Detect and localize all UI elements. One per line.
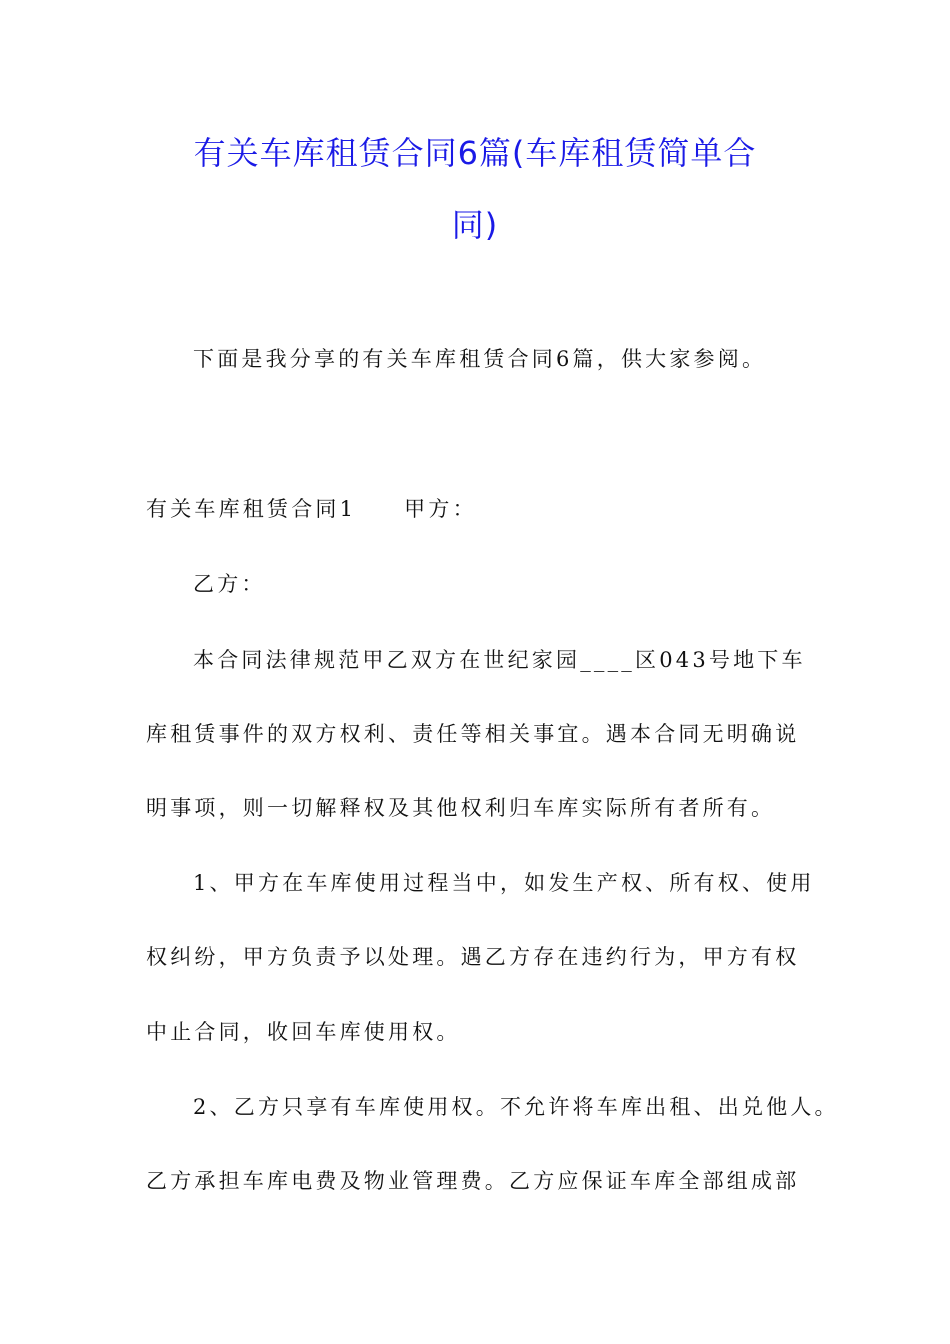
body-line-7: 2、乙方只享有车库使用权。不允许将车库出租、出兑他人。	[193, 1095, 839, 1119]
body-line-2: 库租赁事件的双方权利、责任等相关事宜。遇本合同无明确说	[146, 722, 800, 746]
body-line-1: 本合同法律规范甲乙双方在世纪家园____区043号地下车	[193, 648, 806, 672]
body-line-4: 1、甲方在车库使用过程当中，如发生产权、所有权、使用	[193, 871, 815, 895]
party-a-label: 甲方：	[404, 497, 477, 521]
intro-paragraph: 下面是我分享的有关车库租赁合同6篇，供大家参阅。	[193, 347, 767, 371]
body-line-6: 中止合同，收回车库使用权。	[146, 1020, 461, 1044]
body-line-8: 乙方承担车库电费及物业管理费。乙方应保证车库全部组成部	[146, 1169, 800, 1193]
party-b-label: 乙方：	[193, 572, 266, 596]
body-line-3: 明事项，则一切解释权及其他权利归车库实际所有者所有。	[146, 796, 776, 820]
document-title-line-2: 同)	[451, 206, 499, 244]
section-heading-row	[146, 495, 477, 523]
body-line-5: 权纠纷，甲方负责予以处理。遇乙方存在违约行为，甲方有权	[146, 945, 800, 969]
document-title-line-1: 有关车库租赁合同6篇(车库租赁简单合	[193, 134, 757, 172]
section-heading: 有关车库租赁合同1	[146, 497, 357, 521]
